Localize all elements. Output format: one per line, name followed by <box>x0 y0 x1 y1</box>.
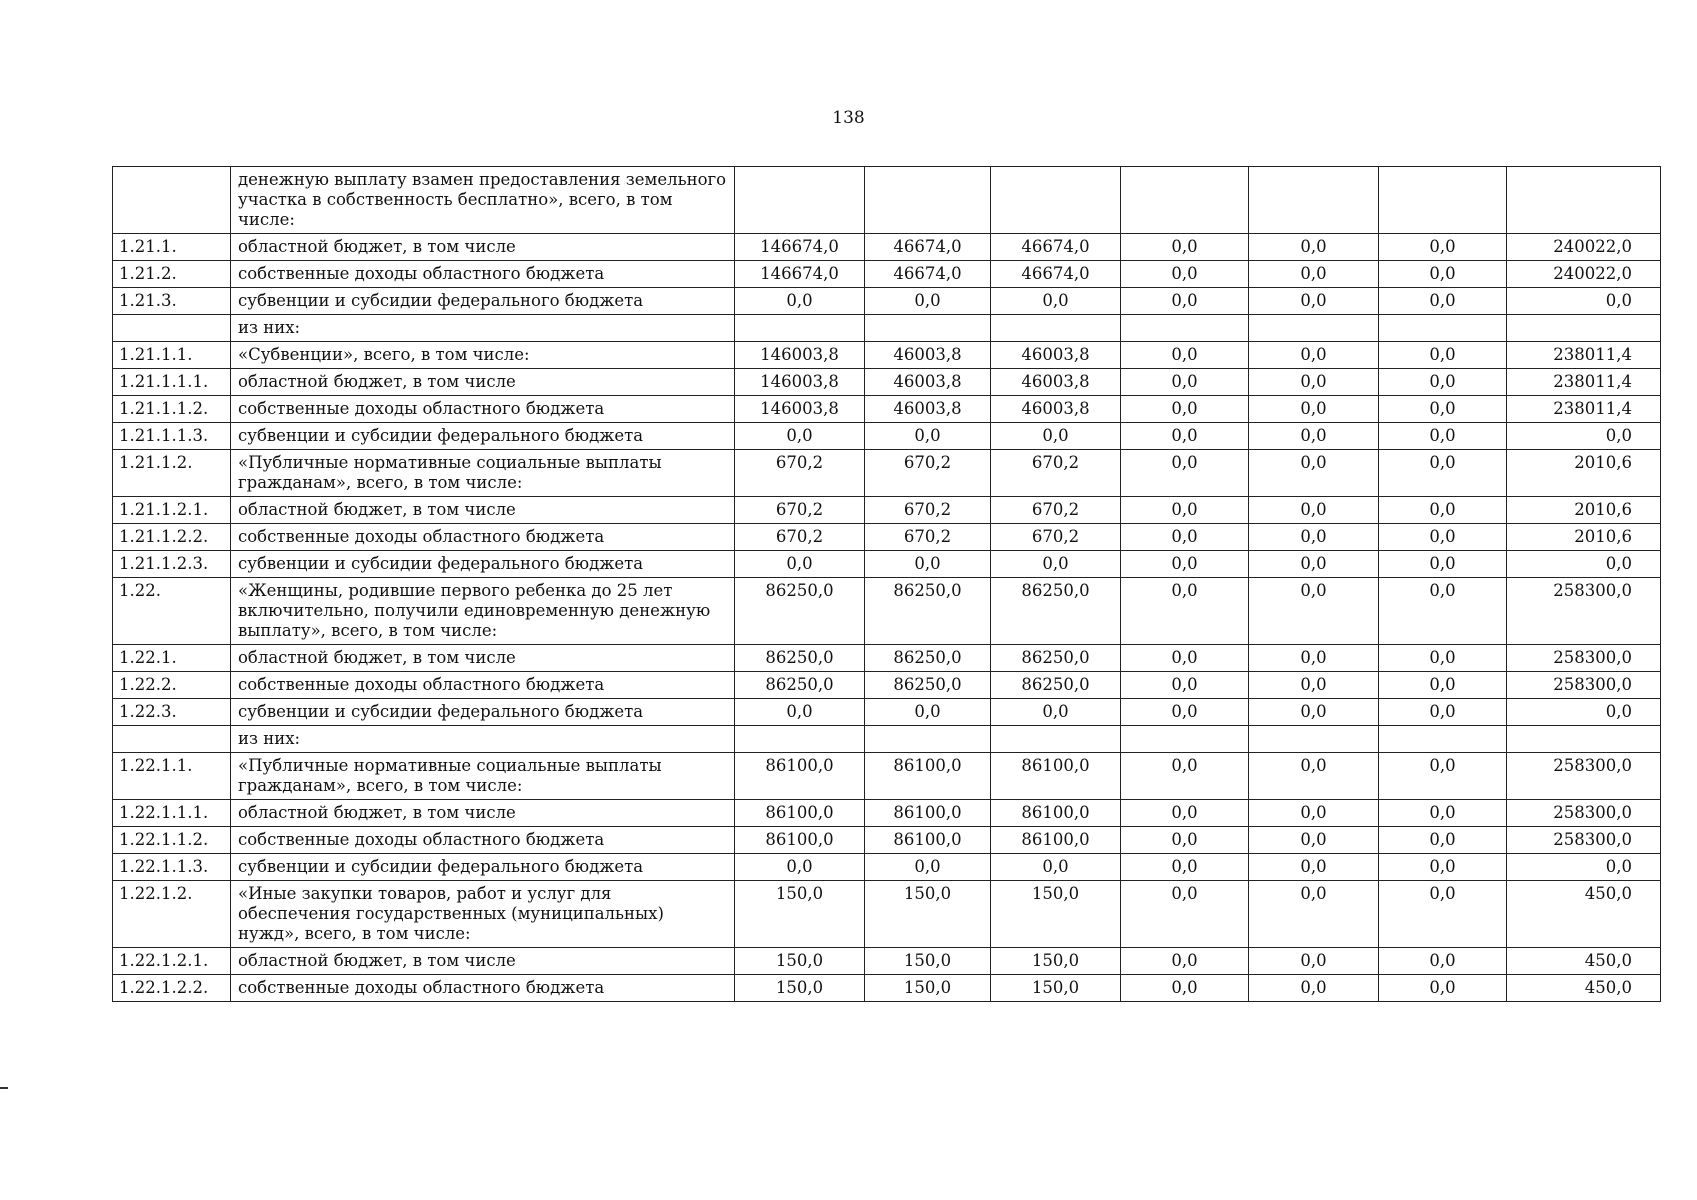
value-cell-col-3: 86250,0 <box>991 578 1121 645</box>
table-row <box>113 827 1661 854</box>
value-cell-col-3: 86250,0 <box>991 672 1121 699</box>
row-name-cell: субвенции и субсидии федерального бюджета <box>231 699 735 726</box>
value-cell-col-7: 2010,6 <box>1507 524 1661 551</box>
value-cell-col-6: 0,0 <box>1379 800 1507 827</box>
value-cell-col-5: 0,0 <box>1249 699 1379 726</box>
row-name-cell: «Публичные нормативные социальные выплаты гражданам», всего, в том числе: <box>231 753 735 800</box>
row-name-cell: денежную выплату взамен предоставления земельного участка в собственность бесплатно», всего, в том числе: <box>231 167 735 234</box>
value-cell-col-5: 0,0 <box>1249 234 1379 261</box>
value-cell-col-3: 46003,8 <box>991 369 1121 396</box>
value-cell-col-4: 0,0 <box>1121 672 1249 699</box>
value-cell-col-4: 0,0 <box>1121 753 1249 800</box>
value-cell-col-2: 0,0 <box>865 551 991 578</box>
row-name-cell: областной бюджет, в том числе <box>231 369 735 396</box>
value-cell-col-7: 450,0 <box>1507 881 1661 948</box>
row-name-cell: областной бюджет, в том числе <box>231 645 735 672</box>
table-row <box>113 288 1661 315</box>
value-cell-col-7 <box>1507 167 1661 234</box>
value-cell-col-6: 0,0 <box>1379 645 1507 672</box>
value-cell-col-3: 150,0 <box>991 881 1121 948</box>
value-cell-col-4: 0,0 <box>1121 551 1249 578</box>
value-cell-col-2: 46674,0 <box>865 234 991 261</box>
value-cell-col-6: 0,0 <box>1379 342 1507 369</box>
table-row <box>113 800 1661 827</box>
value-cell-col-4 <box>1121 315 1249 342</box>
row-code-cell: 1.22.1.1.2. <box>113 827 231 854</box>
row-code-cell: 1.22.1.2.2. <box>113 975 231 1002</box>
value-cell-col-7: 240022,0 <box>1507 234 1661 261</box>
value-cell-col-1: 0,0 <box>735 699 865 726</box>
value-cell-col-6: 0,0 <box>1379 524 1507 551</box>
value-cell-col-5: 0,0 <box>1249 551 1379 578</box>
row-name-cell: областной бюджет, в том числе <box>231 234 735 261</box>
value-cell-col-3: 0,0 <box>991 551 1121 578</box>
table-row <box>113 854 1661 881</box>
value-cell-col-2: 150,0 <box>865 881 991 948</box>
value-cell-col-6: 0,0 <box>1379 948 1507 975</box>
value-cell-col-6: 0,0 <box>1379 827 1507 854</box>
value-cell-col-4 <box>1121 726 1249 753</box>
value-cell-col-6: 0,0 <box>1379 288 1507 315</box>
value-cell-col-3: 0,0 <box>991 854 1121 881</box>
value-cell-col-4: 0,0 <box>1121 524 1249 551</box>
value-cell-col-7: 258300,0 <box>1507 800 1661 827</box>
page-number: 138 <box>832 108 865 128</box>
value-cell-col-6 <box>1379 167 1507 234</box>
value-cell-col-4: 0,0 <box>1121 497 1249 524</box>
row-code-cell: 1.21.2. <box>113 261 231 288</box>
value-cell-col-3: 86250,0 <box>991 645 1121 672</box>
value-cell-col-2: 86100,0 <box>865 827 991 854</box>
value-cell-col-2: 0,0 <box>865 854 991 881</box>
value-cell-col-3: 0,0 <box>991 699 1121 726</box>
value-cell-col-2 <box>865 167 991 234</box>
value-cell-col-2: 46674,0 <box>865 261 991 288</box>
value-cell-col-7: 0,0 <box>1507 551 1661 578</box>
value-cell-col-6: 0,0 <box>1379 369 1507 396</box>
value-cell-col-5: 0,0 <box>1249 450 1379 497</box>
value-cell-col-5: 0,0 <box>1249 578 1379 645</box>
value-cell-col-2: 0,0 <box>865 699 991 726</box>
value-cell-col-1 <box>735 167 865 234</box>
value-cell-col-3: 86100,0 <box>991 753 1121 800</box>
value-cell-col-6: 0,0 <box>1379 854 1507 881</box>
table-row <box>113 261 1661 288</box>
value-cell-col-7 <box>1507 315 1661 342</box>
row-code-cell: 1.22.1.1.3. <box>113 854 231 881</box>
value-cell-col-1: 0,0 <box>735 423 865 450</box>
value-cell-col-1: 146674,0 <box>735 234 865 261</box>
value-cell-col-6 <box>1379 315 1507 342</box>
value-cell-col-6: 0,0 <box>1379 975 1507 1002</box>
row-name-cell: «Иные закупки товаров, работ и услуг для обеспечения государственных (муниципальных) нужд», всего, в том числе: <box>231 881 735 948</box>
value-cell-col-6: 0,0 <box>1379 551 1507 578</box>
value-cell-col-3: 46003,8 <box>991 396 1121 423</box>
value-cell-col-2: 670,2 <box>865 450 991 497</box>
value-cell-col-2 <box>865 726 991 753</box>
value-cell-col-4: 0,0 <box>1121 288 1249 315</box>
value-cell-col-1: 86250,0 <box>735 578 865 645</box>
row-code-cell: 1.21.3. <box>113 288 231 315</box>
value-cell-col-1: 86250,0 <box>735 645 865 672</box>
row-code-cell: 1.22.2. <box>113 672 231 699</box>
value-cell-col-5: 0,0 <box>1249 854 1379 881</box>
value-cell-col-5: 0,0 <box>1249 672 1379 699</box>
row-code-cell <box>113 726 231 753</box>
value-cell-col-4: 0,0 <box>1121 975 1249 1002</box>
value-cell-col-4: 0,0 <box>1121 699 1249 726</box>
row-code-cell: 1.21.1.2. <box>113 450 231 497</box>
row-name-cell: собственные доходы областного бюджета <box>231 975 735 1002</box>
row-name-cell: собственные доходы областного бюджета <box>231 672 735 699</box>
value-cell-col-3: 670,2 <box>991 524 1121 551</box>
value-cell-col-5: 0,0 <box>1249 881 1379 948</box>
table-row <box>113 975 1661 1002</box>
table-row <box>113 578 1661 645</box>
table-row <box>113 948 1661 975</box>
value-cell-col-7: 258300,0 <box>1507 672 1661 699</box>
value-cell-col-3: 46674,0 <box>991 261 1121 288</box>
value-cell-col-1 <box>735 726 865 753</box>
value-cell-col-3: 670,2 <box>991 497 1121 524</box>
row-name-cell: областной бюджет, в том числе <box>231 948 735 975</box>
row-name-cell: собственные доходы областного бюджета <box>231 827 735 854</box>
value-cell-col-3: 150,0 <box>991 948 1121 975</box>
value-cell-col-2 <box>865 315 991 342</box>
value-cell-col-7: 0,0 <box>1507 854 1661 881</box>
value-cell-col-5 <box>1249 167 1379 234</box>
value-cell-col-6: 0,0 <box>1379 497 1507 524</box>
row-name-cell: субвенции и субсидии федерального бюджета <box>231 551 735 578</box>
value-cell-col-5: 0,0 <box>1249 288 1379 315</box>
value-cell-col-4: 0,0 <box>1121 423 1249 450</box>
value-cell-col-5: 0,0 <box>1249 948 1379 975</box>
value-cell-col-2: 86100,0 <box>865 753 991 800</box>
value-cell-col-4: 0,0 <box>1121 396 1249 423</box>
value-cell-col-1: 146003,8 <box>735 396 865 423</box>
row-code-cell: 1.21.1.1.3. <box>113 423 231 450</box>
row-code-cell: 1.21.1.1.2. <box>113 396 231 423</box>
value-cell-col-2: 670,2 <box>865 497 991 524</box>
row-name-cell: областной бюджет, в том числе <box>231 800 735 827</box>
value-cell-col-6: 0,0 <box>1379 396 1507 423</box>
row-code-cell: 1.22.1.2. <box>113 881 231 948</box>
row-name-cell: субвенции и субсидии федерального бюджета <box>231 423 735 450</box>
value-cell-col-5: 0,0 <box>1249 497 1379 524</box>
budget-table <box>112 166 1661 1002</box>
value-cell-col-6: 0,0 <box>1379 578 1507 645</box>
table-body <box>113 167 1661 1002</box>
margin-mark <box>0 1087 8 1089</box>
row-code-cell: 1.21.1.2.3. <box>113 551 231 578</box>
value-cell-col-7: 238011,4 <box>1507 369 1661 396</box>
value-cell-col-4: 0,0 <box>1121 948 1249 975</box>
value-cell-col-1: 670,2 <box>735 524 865 551</box>
value-cell-col-1: 86100,0 <box>735 800 865 827</box>
value-cell-col-5: 0,0 <box>1249 975 1379 1002</box>
value-cell-col-4: 0,0 <box>1121 261 1249 288</box>
value-cell-col-5 <box>1249 726 1379 753</box>
value-cell-col-3: 86100,0 <box>991 800 1121 827</box>
value-cell-col-7: 2010,6 <box>1507 450 1661 497</box>
value-cell-col-2: 86100,0 <box>865 800 991 827</box>
row-name-cell: субвенции и субсидии федерального бюджета <box>231 288 735 315</box>
row-code-cell: 1.21.1. <box>113 234 231 261</box>
value-cell-col-3: 86100,0 <box>991 827 1121 854</box>
value-cell-col-7: 258300,0 <box>1507 827 1661 854</box>
row-name-cell: областной бюджет, в том числе <box>231 497 735 524</box>
table-row <box>113 315 1661 342</box>
row-name-cell: из них: <box>231 315 735 342</box>
value-cell-col-6: 0,0 <box>1379 234 1507 261</box>
value-cell-col-4: 0,0 <box>1121 854 1249 881</box>
table-row <box>113 726 1661 753</box>
value-cell-col-7: 450,0 <box>1507 948 1661 975</box>
value-cell-col-2: 0,0 <box>865 423 991 450</box>
value-cell-col-2: 150,0 <box>865 948 991 975</box>
value-cell-col-7: 450,0 <box>1507 975 1661 1002</box>
value-cell-col-4 <box>1121 167 1249 234</box>
row-code-cell: 1.22.1.1. <box>113 753 231 800</box>
value-cell-col-1: 150,0 <box>735 975 865 1002</box>
value-cell-col-3: 0,0 <box>991 288 1121 315</box>
value-cell-col-7: 258300,0 <box>1507 578 1661 645</box>
value-cell-col-6: 0,0 <box>1379 450 1507 497</box>
value-cell-col-7: 2010,6 <box>1507 497 1661 524</box>
row-name-cell: «Субвенции», всего, в том числе: <box>231 342 735 369</box>
value-cell-col-7: 240022,0 <box>1507 261 1661 288</box>
value-cell-col-4: 0,0 <box>1121 578 1249 645</box>
value-cell-col-4: 0,0 <box>1121 645 1249 672</box>
value-cell-col-1: 86100,0 <box>735 827 865 854</box>
value-cell-col-3 <box>991 167 1121 234</box>
value-cell-col-2: 46003,8 <box>865 369 991 396</box>
value-cell-col-2: 0,0 <box>865 288 991 315</box>
value-cell-col-1: 86100,0 <box>735 753 865 800</box>
value-cell-col-5: 0,0 <box>1249 645 1379 672</box>
value-cell-col-1: 0,0 <box>735 854 865 881</box>
row-name-cell: собственные доходы областного бюджета <box>231 396 735 423</box>
value-cell-col-2: 46003,8 <box>865 342 991 369</box>
value-cell-col-2: 86250,0 <box>865 578 991 645</box>
row-name-cell: «Женщины, родившие первого ребенка до 25 лет включительно, получили единовременную денежную выплату», всего, в том числе: <box>231 578 735 645</box>
value-cell-col-3: 46003,8 <box>991 342 1121 369</box>
value-cell-col-1: 150,0 <box>735 948 865 975</box>
row-code-cell <box>113 167 231 234</box>
table-row <box>113 753 1661 800</box>
value-cell-col-6: 0,0 <box>1379 423 1507 450</box>
value-cell-col-2: 86250,0 <box>865 645 991 672</box>
value-cell-col-4: 0,0 <box>1121 827 1249 854</box>
value-cell-col-3 <box>991 315 1121 342</box>
value-cell-col-6: 0,0 <box>1379 753 1507 800</box>
value-cell-col-6: 0,0 <box>1379 699 1507 726</box>
row-code-cell <box>113 315 231 342</box>
value-cell-col-5: 0,0 <box>1249 261 1379 288</box>
value-cell-col-2: 670,2 <box>865 524 991 551</box>
value-cell-col-7: 0,0 <box>1507 288 1661 315</box>
value-cell-col-2: 46003,8 <box>865 396 991 423</box>
row-code-cell: 1.22.3. <box>113 699 231 726</box>
value-cell-col-6: 0,0 <box>1379 261 1507 288</box>
value-cell-col-6: 0,0 <box>1379 672 1507 699</box>
row-code-cell: 1.22. <box>113 578 231 645</box>
value-cell-col-3: 670,2 <box>991 450 1121 497</box>
value-cell-col-6 <box>1379 726 1507 753</box>
value-cell-col-1: 150,0 <box>735 881 865 948</box>
value-cell-col-5 <box>1249 315 1379 342</box>
value-cell-col-5: 0,0 <box>1249 423 1379 450</box>
row-code-cell: 1.21.1.1. <box>113 342 231 369</box>
row-code-cell: 1.22.1.2.1. <box>113 948 231 975</box>
table-row <box>113 234 1661 261</box>
value-cell-col-7: 0,0 <box>1507 423 1661 450</box>
value-cell-col-4: 0,0 <box>1121 450 1249 497</box>
value-cell-col-2: 86250,0 <box>865 672 991 699</box>
value-cell-col-4: 0,0 <box>1121 800 1249 827</box>
value-cell-col-4: 0,0 <box>1121 342 1249 369</box>
value-cell-col-5: 0,0 <box>1249 524 1379 551</box>
value-cell-col-4: 0,0 <box>1121 369 1249 396</box>
value-cell-col-1: 146003,8 <box>735 342 865 369</box>
table-row <box>113 672 1661 699</box>
table-row <box>113 699 1661 726</box>
table-row <box>113 342 1661 369</box>
value-cell-col-4: 0,0 <box>1121 881 1249 948</box>
row-name-cell: из них: <box>231 726 735 753</box>
table-row <box>113 645 1661 672</box>
value-cell-col-3: 0,0 <box>991 423 1121 450</box>
value-cell-col-5: 0,0 <box>1249 827 1379 854</box>
table-row <box>113 167 1661 234</box>
value-cell-col-1: 86250,0 <box>735 672 865 699</box>
row-name-cell: субвенции и субсидии федерального бюджета <box>231 854 735 881</box>
value-cell-col-5: 0,0 <box>1249 396 1379 423</box>
value-cell-col-4: 0,0 <box>1121 234 1249 261</box>
row-code-cell: 1.21.1.2.1. <box>113 497 231 524</box>
value-cell-col-1 <box>735 315 865 342</box>
value-cell-col-7: 258300,0 <box>1507 753 1661 800</box>
value-cell-col-7: 238011,4 <box>1507 342 1661 369</box>
row-code-cell: 1.22.1.1.1. <box>113 800 231 827</box>
value-cell-col-2: 150,0 <box>865 975 991 1002</box>
table-row <box>113 497 1661 524</box>
value-cell-col-1: 670,2 <box>735 497 865 524</box>
row-code-cell: 1.22.1. <box>113 645 231 672</box>
table-row <box>113 524 1661 551</box>
row-code-cell: 1.21.1.2.2. <box>113 524 231 551</box>
value-cell-col-7: 238011,4 <box>1507 396 1661 423</box>
value-cell-col-5: 0,0 <box>1249 753 1379 800</box>
table-row <box>113 423 1661 450</box>
table-row <box>113 881 1661 948</box>
value-cell-col-7: 0,0 <box>1507 699 1661 726</box>
value-cell-col-1: 0,0 <box>735 288 865 315</box>
value-cell-col-5: 0,0 <box>1249 800 1379 827</box>
value-cell-col-1: 146674,0 <box>735 261 865 288</box>
table-row <box>113 369 1661 396</box>
row-name-cell: собственные доходы областного бюджета <box>231 261 735 288</box>
table-row <box>113 450 1661 497</box>
value-cell-col-3 <box>991 726 1121 753</box>
table-row <box>113 551 1661 578</box>
table-row <box>113 396 1661 423</box>
value-cell-col-1: 0,0 <box>735 551 865 578</box>
value-cell-col-7: 258300,0 <box>1507 645 1661 672</box>
row-name-cell: собственные доходы областного бюджета <box>231 524 735 551</box>
value-cell-col-5: 0,0 <box>1249 369 1379 396</box>
value-cell-col-6: 0,0 <box>1379 881 1507 948</box>
value-cell-col-3: 150,0 <box>991 975 1121 1002</box>
value-cell-col-1: 146003,8 <box>735 369 865 396</box>
row-name-cell: «Публичные нормативные социальные выплаты гражданам», всего, в том числе: <box>231 450 735 497</box>
value-cell-col-1: 670,2 <box>735 450 865 497</box>
value-cell-col-7 <box>1507 726 1661 753</box>
row-code-cell: 1.21.1.1.1. <box>113 369 231 396</box>
value-cell-col-5: 0,0 <box>1249 342 1379 369</box>
value-cell-col-3: 46674,0 <box>991 234 1121 261</box>
